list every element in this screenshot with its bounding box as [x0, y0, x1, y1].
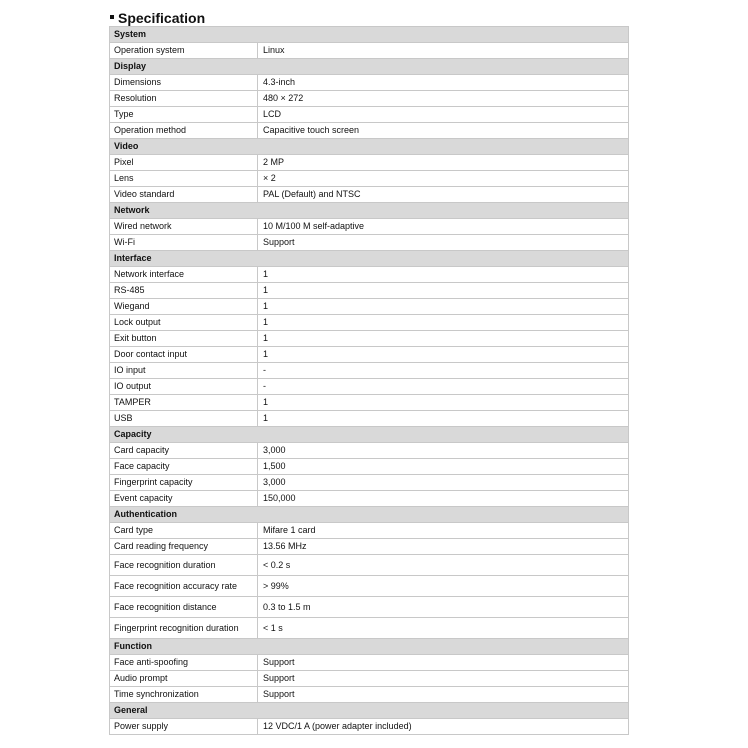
table-row: [109, 618, 629, 639]
section-title: Display: [110, 59, 628, 74]
section-title: Interface: [110, 251, 628, 266]
spec-value: × 2: [263, 173, 276, 183]
spec-label: Exit button: [110, 331, 258, 346]
spec-value: < 0.2 s: [263, 560, 291, 570]
table-row: [109, 523, 629, 539]
spec-value: > 99%: [263, 581, 289, 591]
section-header: [109, 507, 629, 523]
table-row: [109, 555, 629, 576]
spec-label: IO output: [110, 379, 258, 394]
section-header: [109, 26, 629, 43]
spec-label: Operation system: [110, 43, 258, 58]
spec-label: Card capacity: [110, 443, 258, 458]
section-header: [109, 203, 629, 219]
table-row: [109, 107, 629, 123]
table-row: [109, 363, 629, 379]
spec-value: Support: [263, 657, 295, 667]
table-row: [109, 347, 629, 363]
table-row: [109, 75, 629, 91]
bullet-icon: [110, 15, 114, 19]
section-title: Capacity: [110, 427, 628, 442]
spec-value: 150,000: [263, 493, 296, 503]
page-title: [110, 9, 205, 27]
spec-value: 1: [263, 349, 269, 359]
section-title: Network: [110, 203, 628, 218]
spec-label: TAMPER: [110, 395, 258, 410]
section-title: General: [110, 703, 628, 718]
table-row: [109, 91, 629, 107]
spec-value: Support: [263, 689, 295, 699]
spec-label: USB: [110, 411, 258, 426]
spec-label: IO input: [110, 363, 258, 378]
table-row: [109, 539, 629, 555]
spec-value: 1: [263, 397, 269, 407]
spec-label: Network interface: [110, 267, 258, 282]
spec-value: 1: [263, 317, 269, 327]
spec-label: Lock output: [110, 315, 258, 330]
spec-value: 12 VDC/1 A (power adapter included): [263, 721, 412, 731]
spec-label: Operation method: [110, 123, 258, 138]
spec-label: Dimensions: [110, 75, 258, 90]
section-header: [109, 639, 629, 655]
spec-value: 1: [263, 333, 269, 343]
section-header: [109, 703, 629, 719]
table-row: [109, 283, 629, 299]
table-row: [109, 315, 629, 331]
table-row: [109, 155, 629, 171]
spec-value: Support: [263, 673, 295, 683]
table-row: [109, 597, 629, 618]
spec-label: Event capacity: [110, 491, 258, 506]
spec-value: 1: [263, 413, 269, 423]
spec-label: Fingerprint recognition duration: [110, 618, 258, 638]
spec-label: Type: [110, 107, 258, 122]
spec-label: Time synchronization: [110, 687, 258, 702]
spec-value: LCD: [263, 109, 282, 119]
spec-value: Mifare 1 card: [263, 525, 316, 535]
spec-label: Card type: [110, 523, 258, 538]
spec-value: 2 MP: [263, 157, 285, 167]
section-title: System: [110, 27, 628, 42]
spec-value: 13.56 MHz: [263, 541, 307, 551]
spec-value: 10 M/100 M self-adaptive: [263, 221, 365, 231]
spec-label: RS-485: [110, 283, 258, 298]
table-row: [109, 331, 629, 347]
spec-table: [109, 26, 629, 735]
table-row: [109, 235, 629, 251]
spec-label: Face recognition accuracy rate: [110, 576, 258, 596]
section-header: [109, 139, 629, 155]
table-row: [109, 43, 629, 59]
spec-value: 1: [263, 269, 269, 279]
spec-value: PAL (Default) and NTSC: [263, 189, 361, 199]
spec-value: 1,500: [263, 461, 286, 471]
table-row: [109, 655, 629, 671]
spec-value: Linux: [263, 45, 285, 55]
section-header: [109, 59, 629, 75]
spec-label: Video standard: [110, 187, 258, 202]
spec-label: Face recognition distance: [110, 597, 258, 617]
spec-label: Pixel: [110, 155, 258, 170]
section-header: [109, 427, 629, 443]
table-row: [109, 475, 629, 491]
table-row: [109, 267, 629, 283]
spec-label: Fingerprint capacity: [110, 475, 258, 490]
section-title: Function: [110, 639, 628, 654]
spec-value: 4.3-inch: [263, 77, 296, 87]
table-row: [109, 187, 629, 203]
table-row: [109, 491, 629, 507]
table-row: [109, 576, 629, 597]
table-row: [109, 671, 629, 687]
table-row: [109, 459, 629, 475]
spec-label: Face recognition duration: [110, 555, 258, 575]
table-row: [109, 219, 629, 235]
table-row: [109, 379, 629, 395]
spec-label: Resolution: [110, 91, 258, 106]
spec-label: Face anti-spoofing: [110, 655, 258, 670]
section-title: Authentication: [110, 507, 628, 522]
spec-value: 480 × 272: [263, 93, 304, 103]
table-row: [109, 299, 629, 315]
spec-label: Wi-Fi: [110, 235, 258, 250]
title-text: Specification: [118, 10, 206, 26]
section-title: Video: [110, 139, 628, 154]
table-row: [109, 123, 629, 139]
table-row: [109, 687, 629, 703]
section-header: [109, 251, 629, 267]
spec-value: 1: [263, 301, 269, 311]
spec-value: -: [263, 365, 266, 375]
spec-value: 3,000: [263, 477, 286, 487]
table-row: [109, 411, 629, 427]
spec-value: 1: [263, 285, 269, 295]
spec-label: Card reading frequency: [110, 539, 258, 554]
spec-label: Wired network: [110, 219, 258, 234]
spec-value: -: [263, 381, 266, 391]
spec-value: Capacitive touch screen: [263, 125, 360, 135]
spec-label: Door contact input: [110, 347, 258, 362]
table-row: [109, 719, 629, 735]
spec-label: Face capacity: [110, 459, 258, 474]
table-row: [109, 395, 629, 411]
spec-value: 0.3 to 1.5 m: [263, 602, 311, 612]
spec-label: Audio prompt: [110, 671, 258, 686]
table-row: [109, 171, 629, 187]
spec-label: Lens: [110, 171, 258, 186]
spec-value: < 1 s: [263, 623, 283, 633]
spec-value: 3,000: [263, 445, 286, 455]
table-row: [109, 443, 629, 459]
spec-value: Support: [263, 237, 295, 247]
spec-label: Wiegand: [110, 299, 258, 314]
spec-label: Power supply: [110, 719, 258, 734]
